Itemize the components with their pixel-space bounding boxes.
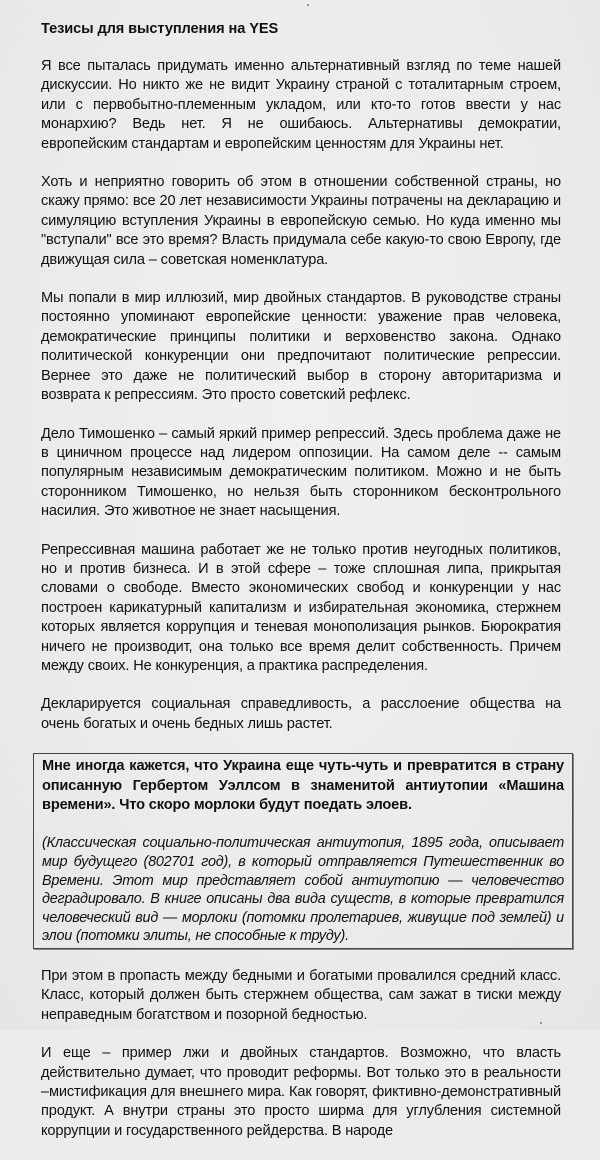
document-body — [41, 20, 564, 1160]
paragraph: Я все пыталась придумать именно альтернативный взгляд по теме нашей дискуссии. Но никто же не видит Украину страной с тоталитарным строем, или с первобытно-племенным укладом, или кто-то готов ввести у нас монархию? Ведь нет. Я не ошибаюсь. Альтернативы демократии, европейским стандартам и европейским ценностям для Украины нет. — [41, 58, 561, 152]
document-title: Тезисы для выступления на YES — [41, 21, 279, 37]
paragraph: Репрессивная машина работает же не только против неугодных политиков, но и против бизнеса. И в этой сфере – тоже сплошная липа, прикрытая словами о свободе. Вместо экономических свобод и конкуренции у нас построен карикатурный капитализм и избирательная экономика, стержнем которых является коррупция и теневая монополизация рынков. Бюрократия ничего не производит, она только все время делит собственность. Причем между своих. Не конкуренция, а практика распределения. — [41, 541, 561, 674]
paragraph: Дело Тимошенко – самый яркий пример репрессий. Здесь проблема даже не в циничном процессе над лидером оппозиции. На самом деле -- самым популярным независимым демократическим политиком. Можно и не быть сторонником Тимошенко, но нельзя быть сторонником бесконтрольного насилия. Это животное не знает насыщения. — [41, 425, 561, 520]
paragraph: При этом в пропасть между бедными и богатыми провалился средний класс. Класс, который должен быть стержнем общества, сам зажат в тиски между неправедным богатством и позорной бедностью. — [41, 967, 561, 1023]
highlighted-quote-box — [33, 753, 573, 949]
paragraph: Декларируется социальная справедливость, а расслоение общества на очень богатых и очень бедных лишь растет. — [41, 696, 561, 732]
paragraph: Мы попали в мир иллюзий, мир двойных стандартов. В руководстве страны постоянно упоминают европейские ценности: уважение прав человека, демократические принципы политики и верховенство закона. Однако политической конкуренции они предпочитают политические репрессии. Вернее это даже не политический выбор в сторону авторитаризма и возврата к репрессиям. Это просто советский рефлекс. — [41, 290, 561, 404]
scan-speck — [307, 4, 309, 6]
quote-italic-note: (Классическая социально-политическая антиутопия, 1895 года, описывает мир будущего (802701 год), в который отправляется Путешественник во Времени. Этот мир представляет собой антиутопию — человечество деградировало. В книге описаны два вида существ, в которые превратился человеческий вид — морлоки (потомки пролетариев, живущие под землей) и элои (потомки элиты, не способные к труду). — [42, 835, 564, 945]
paragraph: Хоть и неприятно говорить об этом в отношении собственной страны, но скажу прямо: все 20 лет независимости Украины потрачены на декларацию и симуляцию вступления Украины в европейскую семью. Но куда именно мы "вступали" все это время? Власть придумала себе какую-то свою Европу, где движущая сила – советская номенклатура. — [41, 174, 561, 268]
paragraph: И еще – пример лжи и двойных стандартов. Возможно, что власть действительно думает, что проводит реформы. Вот только это в реальности –мистификация для внешнего мира. Как говорят, фиктивно-демонстративный продукт. А внутри страны это просто ширма для углубления системной коррупции и государственного рейдерства. В народе — [41, 1045, 561, 1139]
quote-bold-text: Мне иногда кажется, что Украина еще чуть-чуть и превратится в страну описанную Гербертом Уэллсом в знаменитой антиутопии «Машина времени». Что скоро морлоки будут поедать элоев. — [42, 758, 564, 813]
